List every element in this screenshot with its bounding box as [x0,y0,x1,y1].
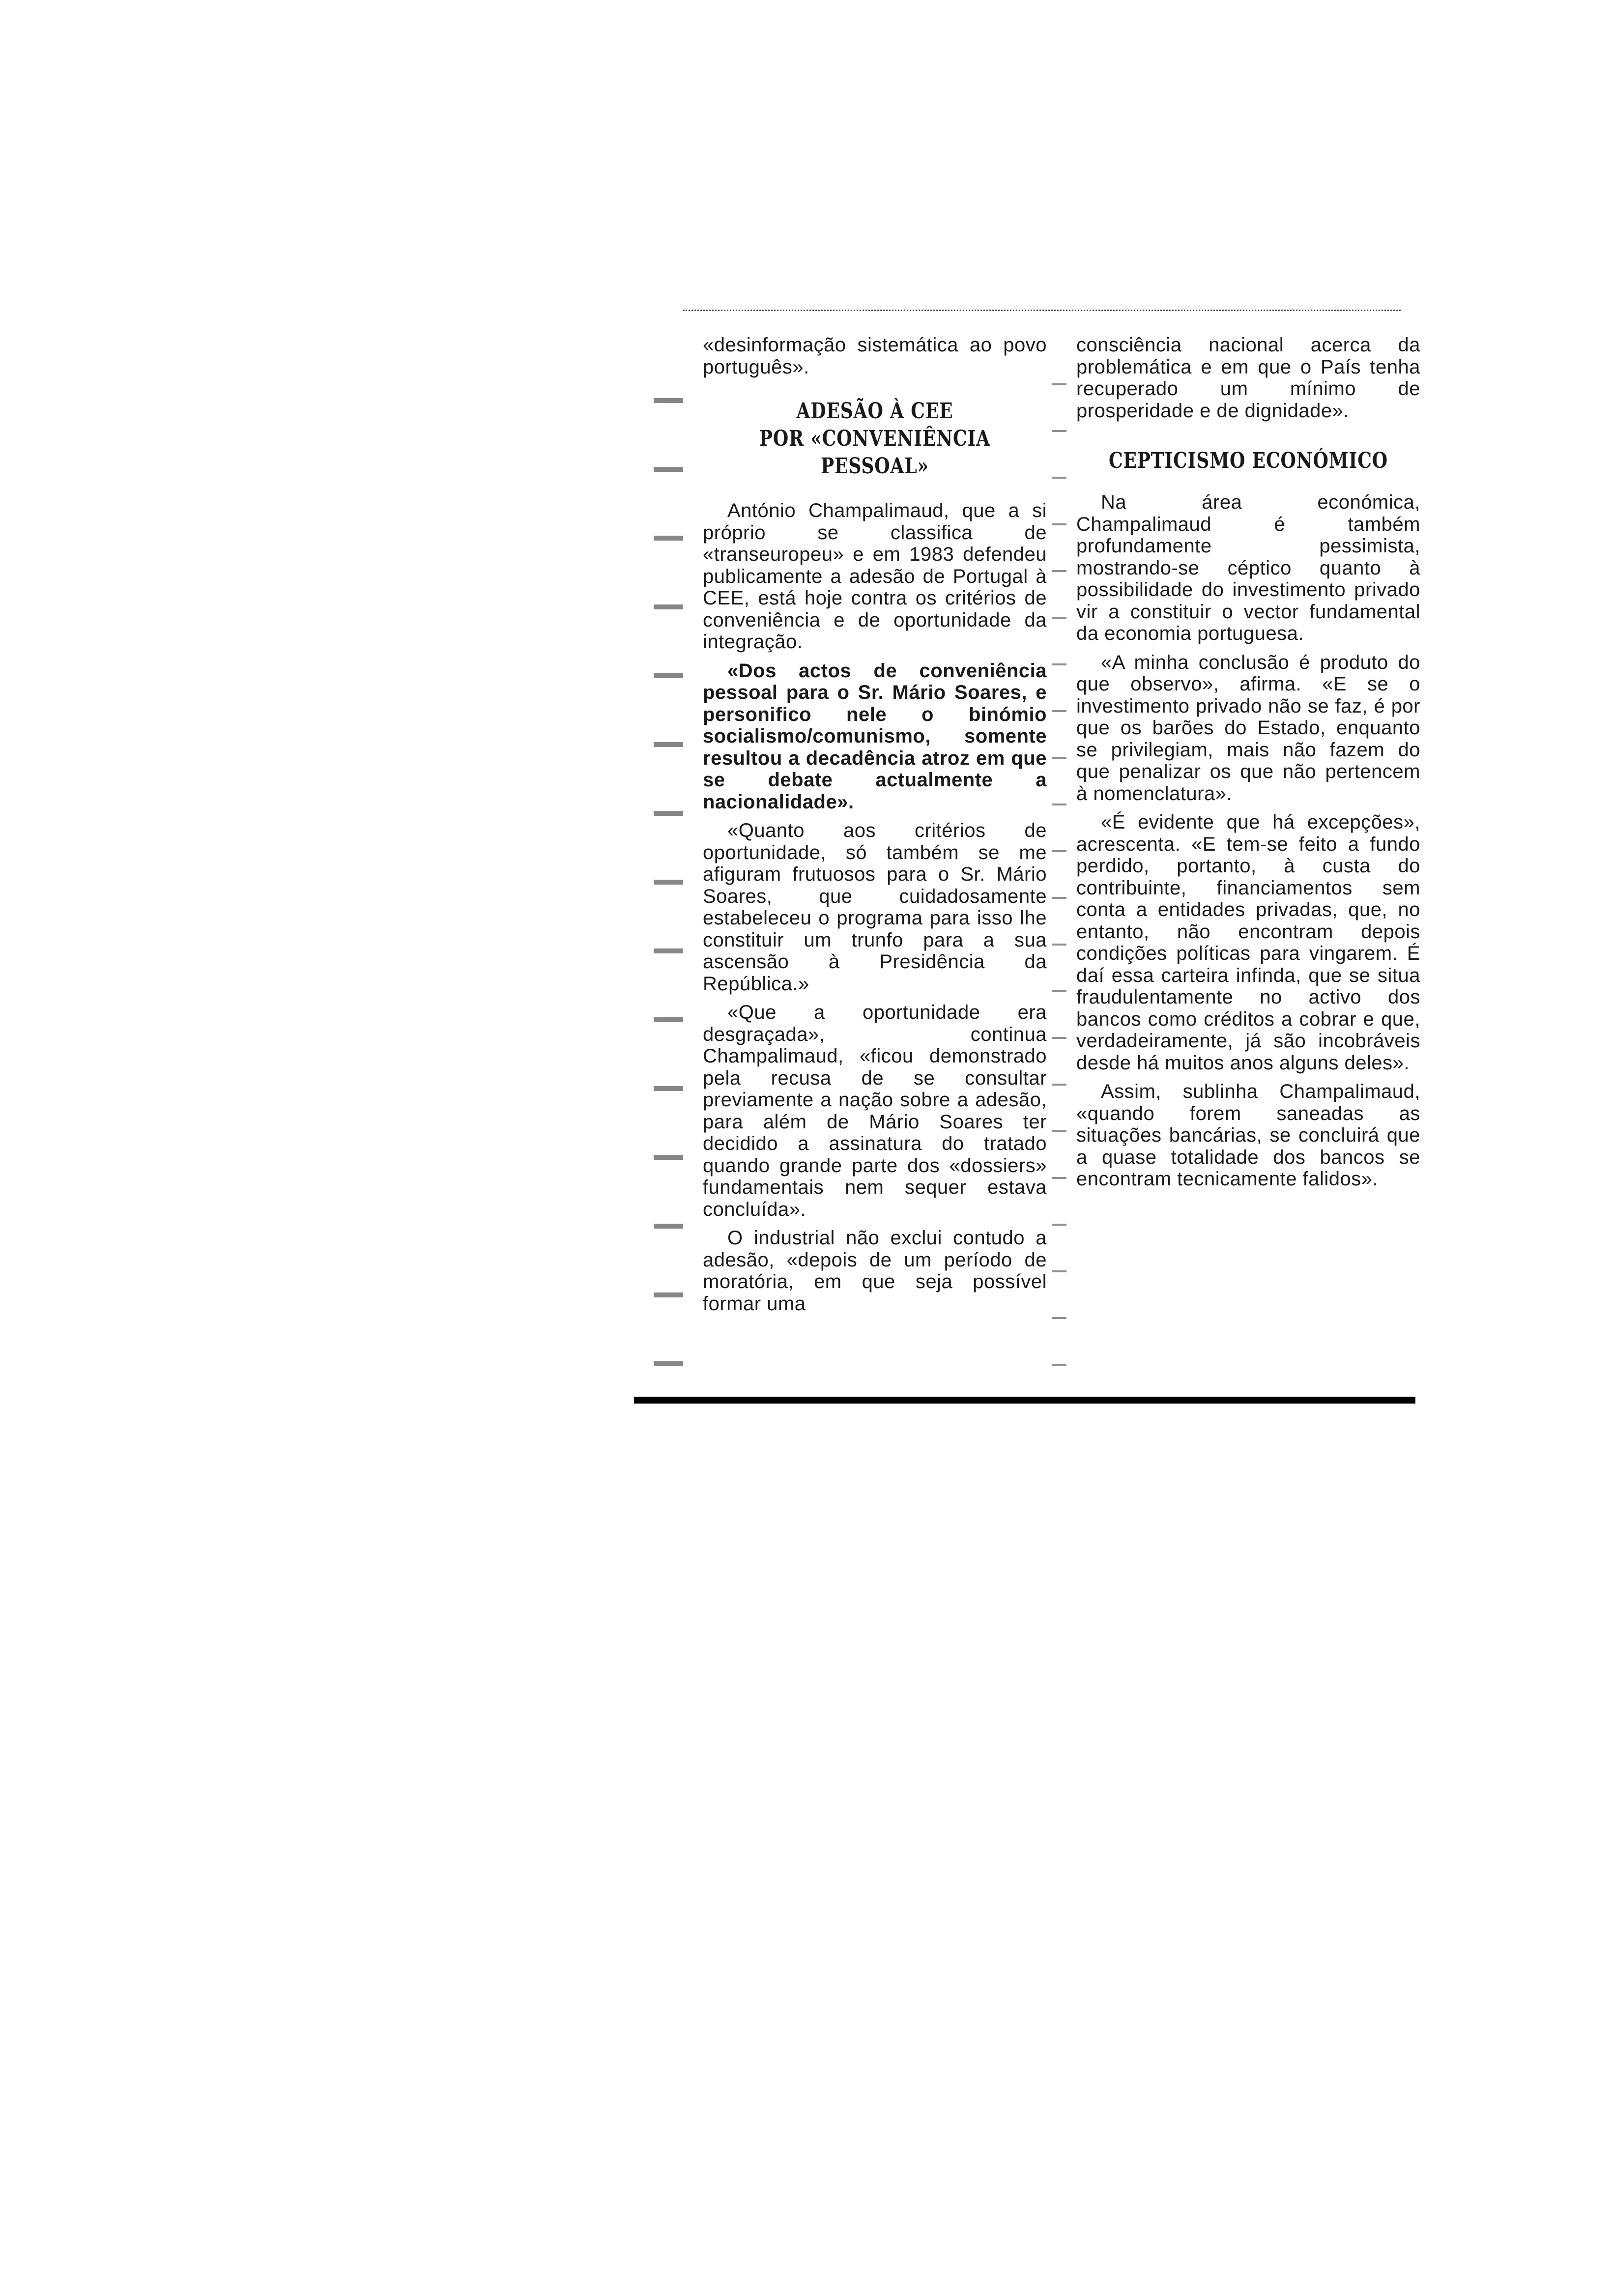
right-headline-line-1: CEPTICISMO ECONÓMICO [1108,448,1388,473]
newspaper-clipping [634,305,1420,1406]
right-paragraph: Na área económica, Champalimaud é também profundamente pessimista, mostrando-se céptico quanto à possibilidade do investimento privado vir a constituir o vector fundamental da economia portuguesa. [1076,491,1420,644]
right-paragraph: «A minha conclusão é produto do que observo», afirma. «E se o investimento privado não se faz, é por que os barões do Estado, enquanto se privilegiam, mais não fazem do que penalizar os que não pertencem à nomenclatura». [1076,651,1420,804]
scan-noise-middle [1052,364,1066,1376]
bottom-rule [634,1397,1415,1404]
left-paragraph: António Champalimaud, que a si próprio se classifica de «transeuropeu» e em 1983 defendeu publicamente a adesão de Portugal à CEE, está hoje contra os critérios de conveniência e de oportunidade da integração. [703,500,1047,653]
left-headline-line-2: POR «CONVENIÊNCIA [759,426,991,451]
left-paragraph: «Quanto aos critérios de oportunidade, só também se me afiguram frutuosos para o Sr. Mário Soares, que cuidadosamente estabeleceu o programa para isso lhe constituir um trunfo para a sua ascensão à Presidência da República.» [703,820,1047,995]
left-intro: «desinformação sistemática ao povo português». [703,334,1047,378]
left-paragraph: «Dos actos de conveniência pessoal para o Sr. Mário Soares, e personifico nele o binómio socialismo/comunismo, somente resultou a decadência atroz em que se debate actualmente a nacionalidade». [703,660,1047,813]
scan-noise-left [654,364,683,1376]
left-headline-line-1: ADESÃO À CEE [796,399,953,424]
right-paragraph: «É evidente que há excepções», acrescenta. «E tem-se feito a fundo perdido, portanto, à custa do contribuinte, financiamentos sem conta a entidades privadas, que, no entanto, não encontram depois condições políticas para vingarem. É daí essa carteira infinda, que se situa fraudulentamente no activo dos bancos como créditos a cobrar e que, verdadeiramente, já são incobráveis desde há muitos anos alguns deles». [1076,811,1420,1074]
left-column [703,334,1047,1321]
right-intro: consciência nacional acerca da problemática e em que o País tenha recuperado um mínimo de prosperidade e de dignidade». [1076,334,1420,422]
left-paragraph: O industrial não exclui contudo a adesão, «depois de um período de moratória, em que seja possível formar uma [703,1227,1047,1315]
left-headline-line-3: PESSOAL» [821,454,929,479]
right-paragraph: Assim, sublinha Champalimaud, «quando forem saneadas as situações bancárias, se concluirá que a quase totalidade dos bancos se encontram tecnicamente falidos». [1076,1081,1420,1190]
left-headline [734,398,1016,480]
left-paragraph: «Que a oportunidade era desgraçada», continua Champalimaud, «ficou demonstrado pela recusa de se consultar previamente a nação sobre a adesão, para além de Mário Soares ter decidido a assinatura do tratado quando grande parte dos «dossiers» fundamentais nem sequer estava concluída». [703,1002,1047,1220]
right-column [1076,334,1420,1197]
top-rule [683,310,1401,311]
right-headline [1107,447,1389,475]
